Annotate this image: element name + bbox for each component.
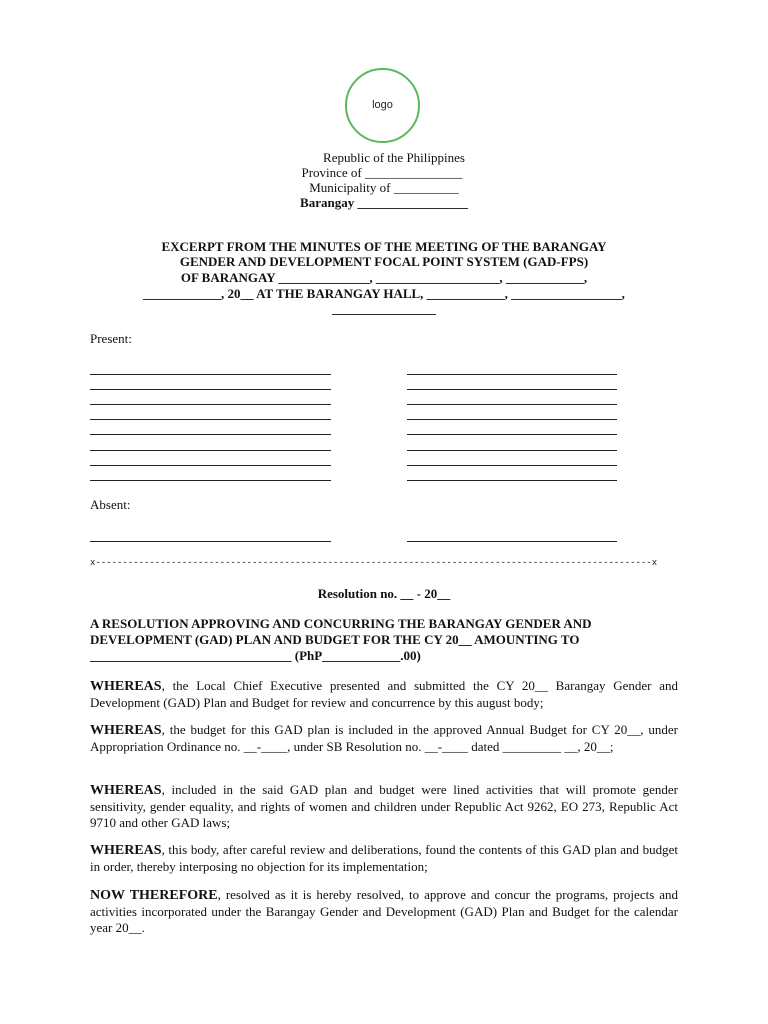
resolution-number: Resolution no. __ - 20__ <box>317 586 451 601</box>
paragraph-lead: WHEREAS <box>90 843 162 858</box>
header-republic: Republic of the Philippines <box>323 150 465 165</box>
signature-line <box>407 419 617 420</box>
paragraph-text: , this body, after careful review and deliberations, found the contents of this GAD plan and budget in order, thereby interposing no objection for its implementation; <box>90 842 678 874</box>
signature-line <box>90 480 331 481</box>
resolution-title <box>90 616 678 664</box>
signature-line <box>90 374 331 375</box>
resolution-title-line-1: A RESOLUTION APPROVING AND CONCURRING THE BARANGAY GENDER AND <box>90 616 592 631</box>
signature-line <box>90 389 331 390</box>
signature-line <box>407 389 617 390</box>
header-municipality: Municipality of __________ <box>309 180 459 195</box>
whereas-paragraph-4 <box>90 842 678 875</box>
paragraph-lead: NOW THEREFORE <box>90 888 218 903</box>
signature-line <box>90 450 331 451</box>
signature-line <box>407 450 617 451</box>
paragraph-text: , resolved as it is hereby resolved, to approve and concur the programs, projects and activities incorporated under the Barangay Gender and Development (GAD) Plan and Budget for the calendar year 20__. <box>90 887 678 935</box>
header-province: Province of _______________ <box>301 165 463 180</box>
whereas-paragraph-1 <box>90 678 678 711</box>
paragraph-text: , the budget for this GAD plan is included in the approved Annual Budget for CY 20__, under Appropriation Ordinance no. __-____, under SB Resolution no. __-____ dated _________ __, 20__; <box>90 722 678 754</box>
section-separator: x-------------------------------------------------------------------------------------------------------x <box>90 558 658 568</box>
signature-line <box>90 419 331 420</box>
paragraph-lead: WHEREAS <box>90 723 162 738</box>
present-label: Present: <box>90 331 132 346</box>
whereas-paragraph-2 <box>90 722 678 755</box>
now-therefore-paragraph <box>90 887 678 936</box>
title-line-4: ____________, 20__ AT THE BARANGAY HALL, ____________, _________________, <box>143 286 625 301</box>
absent-label: Absent: <box>90 497 131 512</box>
header-barangay: Barangay _________________ <box>300 195 468 210</box>
signature-line <box>407 541 617 542</box>
signature-line <box>407 480 617 481</box>
paragraph-lead: WHEREAS <box>90 783 162 798</box>
paragraph-text: , included in the said GAD plan and budget were lined activities that will promote gender sensitivity, gender equality, and rights of women and children under Republic Act 9262, EO 273, Republic Act 9710 and other GAD laws; <box>90 782 678 830</box>
signature-line <box>90 465 331 466</box>
title-line-3: OF BARANGAY ______________, ___________________, ____________, <box>180 270 588 285</box>
signature-line <box>90 541 331 542</box>
resolution-title-line-3: _______________________________ (PhP____________.00) <box>90 648 421 663</box>
signature-line <box>407 404 617 405</box>
title-line-2: GENDER AND DEVELOPMENT FOCAL POINT SYSTEM (GAD-FPS) <box>179 254 589 269</box>
signature-line <box>407 434 617 435</box>
signature-line <box>90 404 331 405</box>
paragraph-lead: WHEREAS <box>90 679 162 694</box>
whereas-paragraph-3 <box>90 782 678 831</box>
signature-line <box>407 465 617 466</box>
title-line-5: ________________ <box>332 301 436 316</box>
resolution-title-line-2: DEVELOPMENT (GAD) PLAN AND BUDGET FOR THE CY 20__ AMOUNTING TO <box>90 632 580 647</box>
logo-placeholder <box>345 68 420 143</box>
logo-text: logo <box>372 99 393 111</box>
paragraph-text: , the Local Chief Executive presented and submitted the CY 20__ Barangay Gender and Development (GAD) Plan and Budget for review and concurrence by this august body; <box>90 678 678 710</box>
title-line-1: EXCERPT FROM THE MINUTES OF THE MEETING OF THE BARANGAY <box>161 239 607 254</box>
signature-line <box>407 374 617 375</box>
signature-line <box>90 434 331 435</box>
